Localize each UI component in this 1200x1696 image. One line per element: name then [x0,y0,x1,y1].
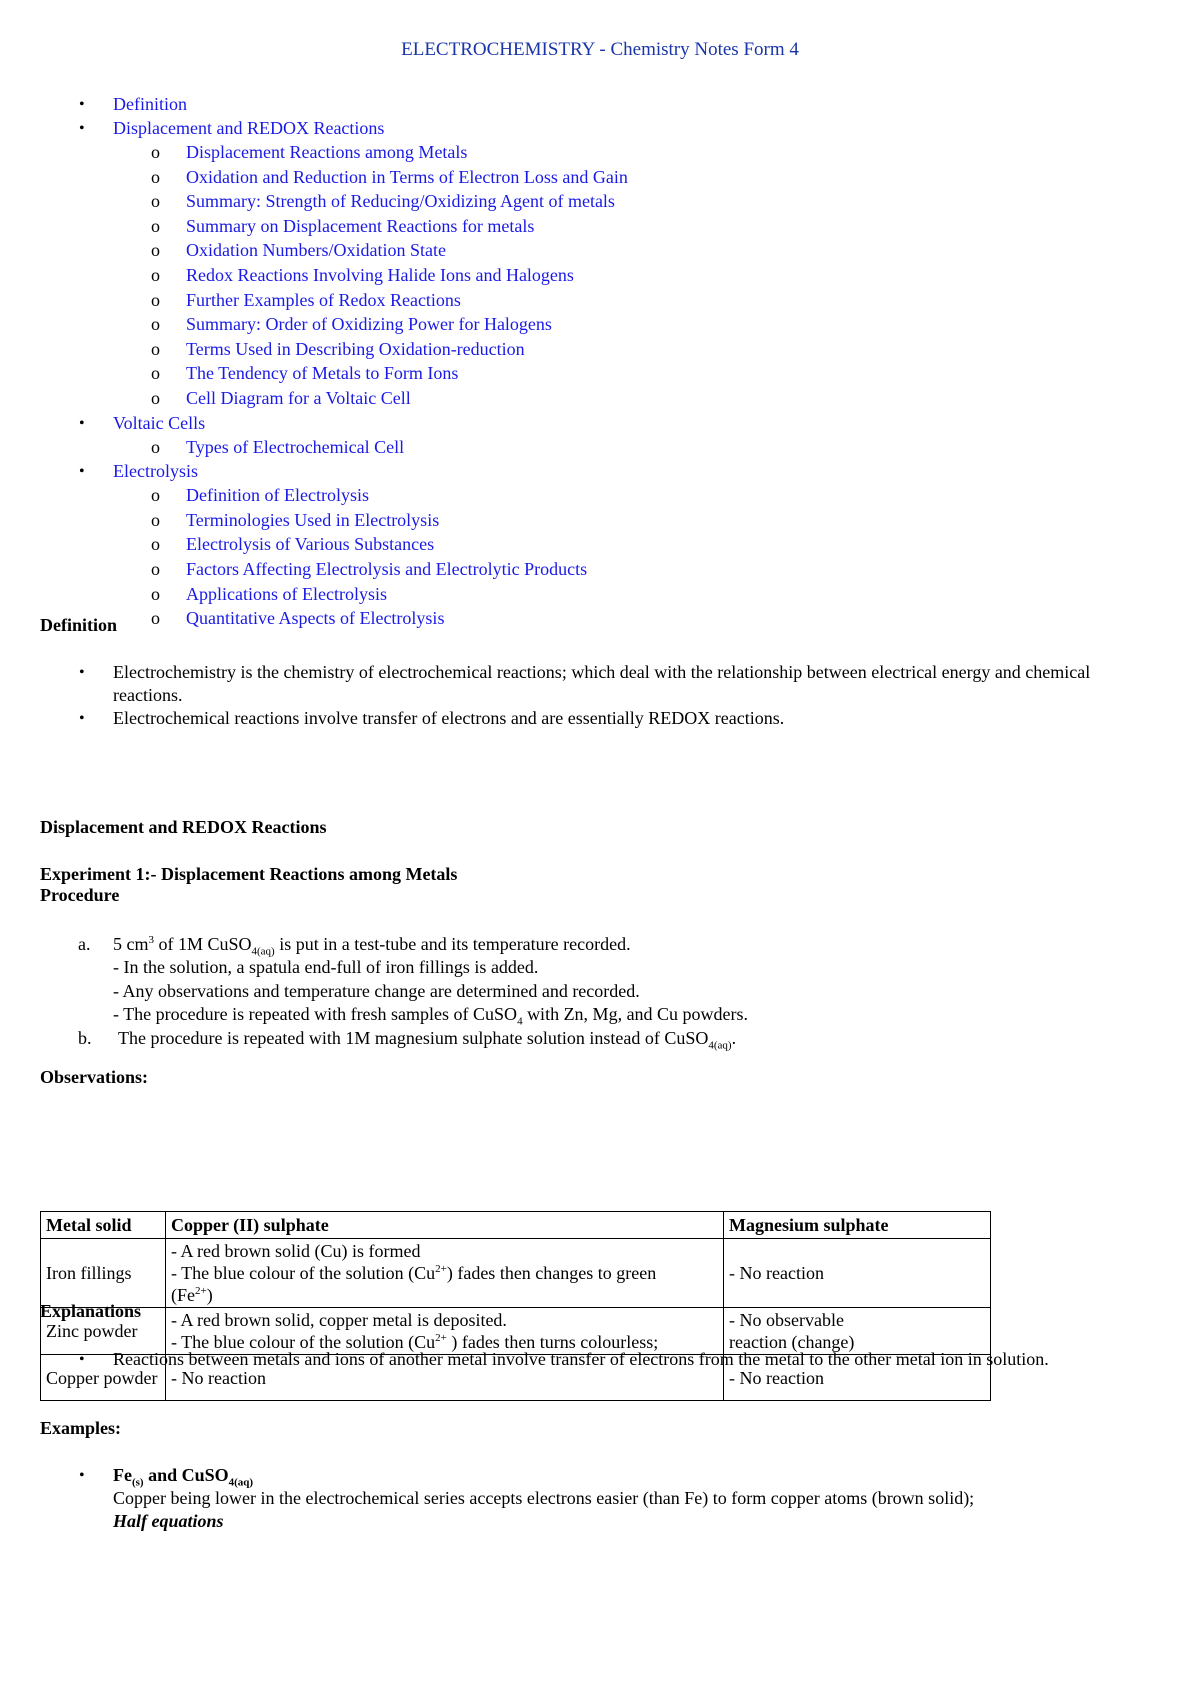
toc-link[interactable]: Displacement and REDOX Reactions [113,118,385,138]
circle-bullet-icon: o [151,436,160,457]
circle-bullet-icon: o [151,338,160,359]
page-title: ELECTROCHEMISTRY - Chemistry Notes Form 4 [401,39,799,60]
bullet-icon: • [79,710,85,727]
circle-bullet-icon: o [151,583,160,604]
toc-link[interactable]: Terminologies Used in Electrolysis [186,509,440,530]
bullet-icon: • [79,414,85,432]
table-header-row [41,1212,991,1239]
toc-item [40,509,628,534]
procedure-line: - The procedure is repeated with fresh samples of CuSO$_4$ with Zn, Mg, and Cu powders. [113,1004,749,1028]
toc-item [40,412,628,436]
table-cell: - No observable reaction (change) [724,1308,991,1355]
procedure-heading: Procedure [40,885,120,905]
table-row [41,1239,991,1308]
circle-bullet-icon: o [151,215,160,236]
toc-link[interactable]: Cell Diagram for a Voltaic Cell [186,387,411,408]
toc-item [40,338,628,363]
procedure-step-a: a. 5 $cm^3$ of 1M CuSO$_{4(aq)}$ is put in a test-tube and its temperature recorded. [78,934,631,958]
explanations-heading: Explanations [40,1301,142,1321]
bullet-icon: • [79,463,85,481]
circle-bullet-icon: o [151,142,160,162]
circle-bullet-icon: o [151,240,160,261]
toc-item [40,558,628,583]
list-item: • Electrochemistry is the chemistry of electrochemical reactions; which deal with the relationship between electrical energy and chemical reactions. [79,662,1091,705]
procedure-line: - In the solution, a spatula end-full of iron fillings is added. [113,957,539,978]
toc-link[interactable]: Factors Affecting Electrolysis and Electrolytic Products [186,558,588,579]
circle-bullet-icon: o [151,363,160,384]
definition-points [40,661,1140,730]
observations-heading: Observations: [40,1067,148,1087]
observations-table [40,1211,991,1401]
example-title: $Fe_{(s)}$ and CuSO$_{4(aq)}$ [113,1465,254,1489]
procedure-step-b: b. The procedure is repeated with 1M magnesium sulphate solution instead of CuSO$_{4(aq)}$. [78,1027,737,1052]
toc-link[interactable]: Summary: Strength of Reducing/Oxidizing Agent of metals [186,191,615,212]
toc-link[interactable]: Quantitative Aspects of Electrolysis [186,608,445,629]
half-equations-label: Half equations [113,1511,224,1531]
table-cell: Copper powder [41,1355,166,1401]
circle-bullet-icon: o [151,485,160,506]
toc-link[interactable]: The Tendency of Metals to Form Ions [186,363,459,384]
toc-item [40,313,628,338]
toc-item [40,141,628,166]
circle-bullet-icon: o [151,534,160,555]
toc-item [40,93,628,117]
procedure-line: - Any observations and temperature change are determined and recorded. [113,980,640,1001]
table-of-contents [40,93,628,632]
toc-item [40,607,628,632]
table-cell: - No reaction [166,1355,724,1401]
explanations-points [40,1348,1140,1371]
column-header: Copper (II) sulphate [166,1212,724,1239]
examples-points [40,1464,1140,1533]
toc-item [40,166,628,191]
toc-item [40,436,628,461]
bullet-icon: • [79,120,85,137]
table-cell: Zinc powder [41,1308,166,1355]
bullet-icon: • [79,664,85,681]
toc-item [40,190,628,215]
toc-link[interactable]: Oxidation and Reduction in Terms of Electron Loss and Gain [186,166,628,187]
circle-bullet-icon: o [151,314,160,335]
circle-bullet-icon: o [151,166,160,187]
list-item: • Electrochemical reactions involve transfer of electrons and are essentially REDOX reactions. [79,708,785,728]
toc-link[interactable]: Redox Reactions Involving Halide Ions and Halogens [186,264,574,285]
displacement-heading: Displacement and REDOX Reactions [40,817,327,837]
toc-link[interactable]: Displacement Reactions among Metals [186,142,468,162]
toc-item [40,583,628,608]
experiment-title: Experiment 1:- Displacement Reactions among Metals [40,864,458,884]
column-header: Metal solid [41,1212,166,1239]
toc-link[interactable]: Types of Electrochemical Cell [186,436,405,457]
column-header: Magnesium sulphate [724,1212,991,1239]
table-cell: Iron fillings [41,1239,166,1308]
procedure-steps [40,933,1140,1050]
toc-item [40,117,628,141]
toc-link[interactable]: Definition [113,94,187,114]
toc-link[interactable]: Oxidation Numbers/Oxidation State [186,240,446,261]
toc-item [40,460,628,484]
toc-link[interactable]: Further Examples of Redox Reactions [186,289,461,310]
toc-item [40,362,628,387]
example-text: Copper being lower in the electrochemical series accepts electrons easier (than Fe) to form copper atoms (brown solid); [113,1488,975,1508]
circle-bullet-icon: o [151,558,160,579]
bullet-icon: • [79,96,85,113]
toc-item [40,533,628,558]
toc-item [40,484,628,509]
table-cell: - A red brown solid, copper metal is deposited. - The blue colour of the solution ($Cu^{2+}$ ) fades then turns colourless; [166,1308,724,1355]
toc-link[interactable]: Electrolysis [113,461,198,482]
toc-item [40,264,628,289]
circle-bullet-icon: o [151,289,160,310]
toc-link[interactable]: Electrolysis of Various Substances [186,534,435,555]
circle-bullet-icon: o [151,608,160,629]
toc-link[interactable]: Definition of Electrolysis [186,485,369,506]
bullet-icon: • [79,1351,85,1368]
bullet-icon: • [79,1467,85,1484]
toc-link[interactable]: Terms Used in Describing Oxidation-reduction [186,338,525,359]
list-item: • Reactions between metals and ions of another metal involve transfer of electrons from the metal to the other metal ion in solution. [79,1349,1049,1369]
circle-bullet-icon: o [151,387,160,408]
circle-bullet-icon: o [151,191,160,212]
list-item [40,1464,1140,1533]
toc-item [40,387,628,412]
toc-link[interactable]: Summary: Order of Oxidizing Power for Halogens [186,314,552,335]
toc-item [40,215,628,240]
circle-bullet-icon: o [151,509,160,530]
toc-item [40,289,628,314]
table-cell: - A red brown solid (Cu) is formed - The blue colour of the solution $(Cu^{2+})$ fades then changes to green $(Fe^{2+})$ [166,1239,724,1308]
definition-heading: Definition [40,615,118,635]
table-cell: - No reaction [724,1355,991,1401]
table-cell: - No reaction [724,1239,991,1308]
toc-link[interactable]: Summary on Displacement Reactions for metals [186,215,535,236]
toc-link[interactable]: Voltaic Cells [113,412,206,433]
examples-heading: Examples: [40,1418,121,1438]
circle-bullet-icon: o [151,264,160,285]
toc-item [40,239,628,264]
toc-link[interactable]: Applications of Electrolysis [186,583,387,604]
